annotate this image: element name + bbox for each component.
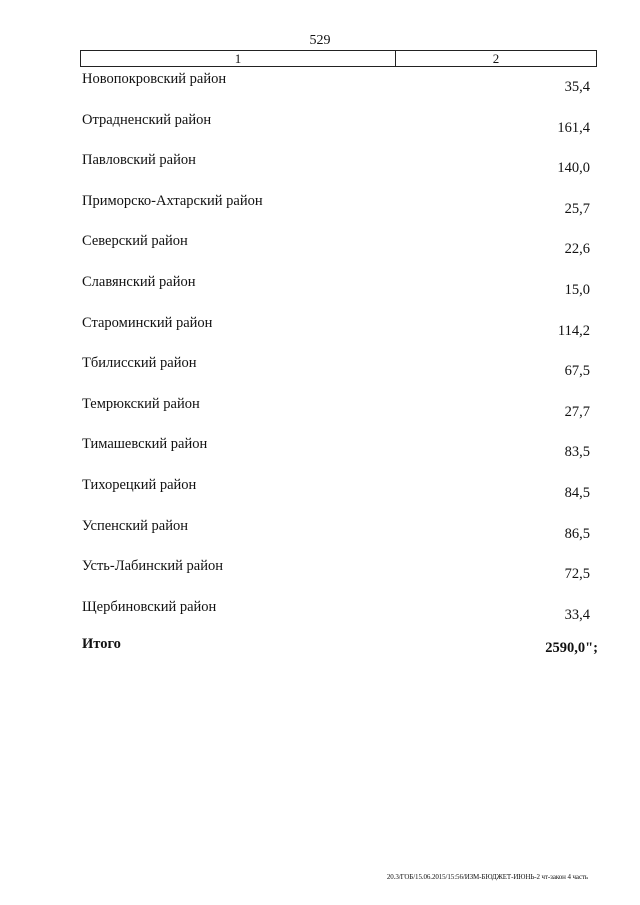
district-value: 27,7 xyxy=(564,403,590,420)
district-value: 140,0 xyxy=(557,160,590,177)
district-name: Тимашевский район xyxy=(82,436,208,453)
table-row xyxy=(82,67,590,108)
district-value: 22,6 xyxy=(564,241,590,258)
district-name: Павловский район xyxy=(82,152,196,169)
table-row xyxy=(82,514,590,555)
district-value: 33,4 xyxy=(564,606,590,623)
district-value: 114,2 xyxy=(557,322,590,339)
district-name: Усть-Лабинский район xyxy=(82,558,223,575)
district-name: Староминский район xyxy=(82,314,213,331)
table-row xyxy=(82,108,590,149)
district-name: Славянский район xyxy=(82,273,196,290)
header-col-2: 2 xyxy=(492,51,500,66)
district-value: 15,0 xyxy=(564,281,590,298)
district-name: Щербиновский район xyxy=(82,598,217,615)
district-name: Темрюкский район xyxy=(82,395,200,412)
table-row xyxy=(82,270,590,311)
district-value: 84,5 xyxy=(564,484,590,501)
total-value: 2590,0"; xyxy=(545,640,598,656)
district-value: 83,5 xyxy=(564,444,590,461)
table-body xyxy=(82,67,590,635)
district-name: Северский район xyxy=(82,233,188,250)
table-row xyxy=(82,189,590,230)
district-name: Тихорецкий район xyxy=(82,476,197,493)
district-name: Тбилисский район xyxy=(82,355,197,372)
district-value: 25,7 xyxy=(564,200,590,217)
district-name: Приморско-Ахтарский район xyxy=(82,192,263,209)
total-label: Итого xyxy=(82,636,121,652)
district-value: 86,5 xyxy=(564,525,590,542)
district-value: 35,4 xyxy=(564,79,590,95)
table-row xyxy=(82,229,590,270)
table-row xyxy=(82,351,590,392)
table-header xyxy=(80,50,597,67)
table-row xyxy=(82,148,590,189)
district-value: 161,4 xyxy=(557,119,590,136)
document-footer: 20.3/ГОБ/15.06.2015/15:56/ИЗМ-БЮДЖЕТ-ИЮНЬ-2 чт-закон 4 часть xyxy=(386,873,588,881)
district-name: Отрадненский район xyxy=(82,111,212,128)
table-row xyxy=(82,554,590,595)
district-value: 67,5 xyxy=(564,363,590,380)
table-row xyxy=(82,595,590,636)
table-row xyxy=(82,473,590,514)
district-value: 72,5 xyxy=(564,566,590,583)
page-number: 529 xyxy=(309,33,331,48)
table-row xyxy=(82,432,590,473)
district-name: Успенский район xyxy=(82,517,188,534)
header-col-1: 1 xyxy=(81,51,396,66)
district-name: Новопокровский район xyxy=(82,71,227,87)
table-row xyxy=(82,311,590,352)
table-row xyxy=(82,392,590,433)
